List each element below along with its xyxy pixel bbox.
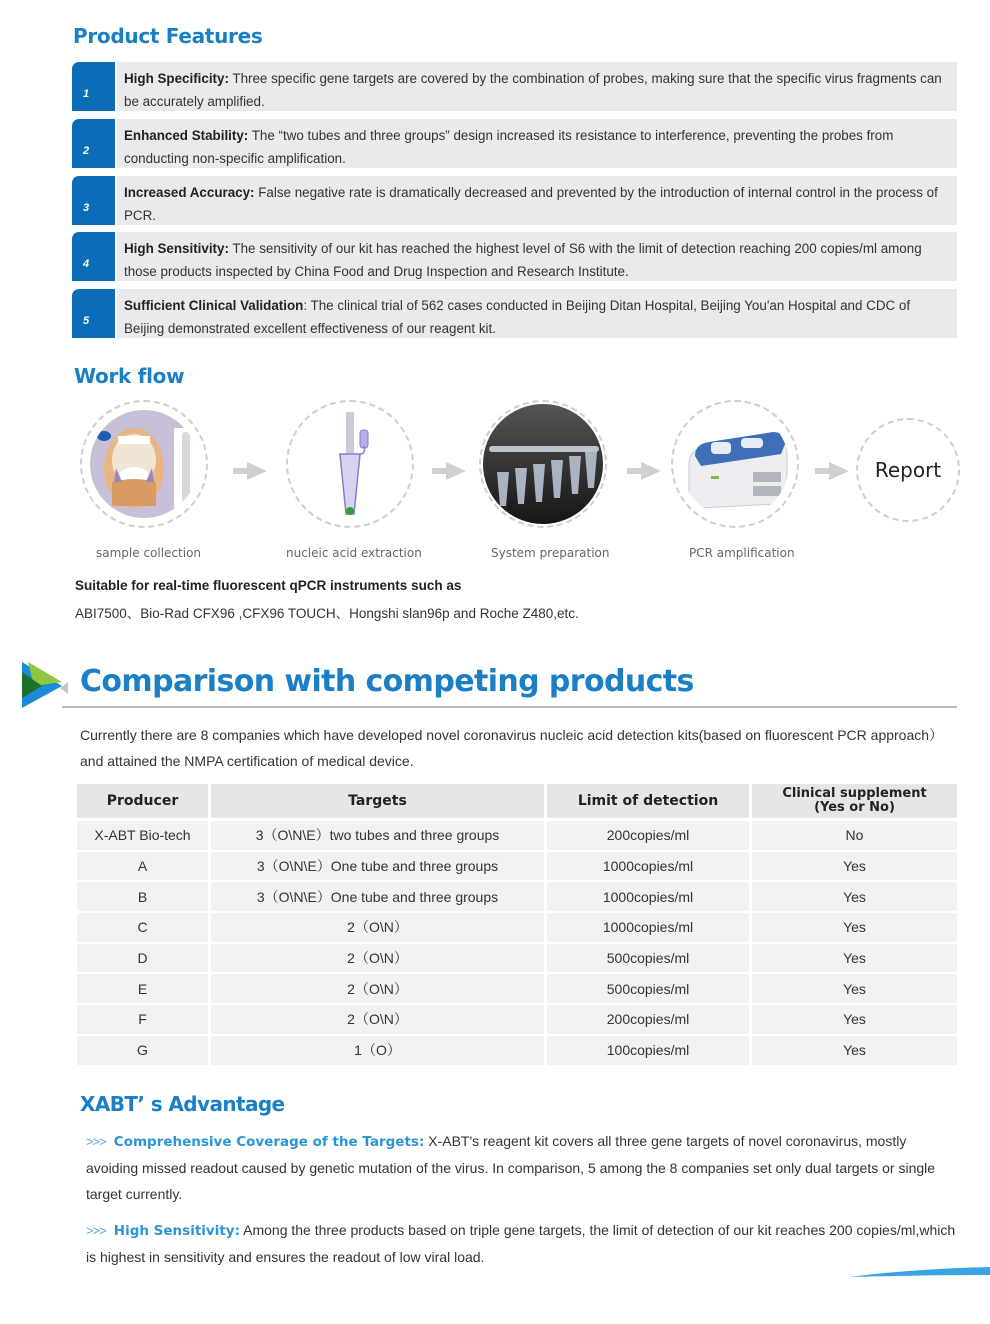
- advantage-lead: High Sensitivity:: [113, 1223, 240, 1239]
- table-row: [77, 821, 957, 852]
- cell-clinical: Yes: [752, 944, 957, 975]
- pipette-tube-icon: [296, 410, 404, 518]
- feature-number-badge: 5: [72, 289, 115, 338]
- cell-limit: 1000copies/ml: [547, 882, 752, 913]
- advantage-lead: Comprehensive Coverage of the Targets:: [113, 1134, 425, 1150]
- advantage-title: XABT’ s Advantage: [80, 1092, 285, 1116]
- cell-targets: 2（O\N）: [211, 974, 547, 1005]
- cell-limit: 500copies/ml: [547, 944, 752, 975]
- feature-item: [72, 119, 957, 168]
- decorative-swoosh: [850, 1266, 990, 1278]
- table-row: [77, 944, 957, 975]
- cell-producer: A: [77, 852, 211, 883]
- cell-producer: D: [77, 944, 211, 975]
- cell-targets: 1（O）: [211, 1036, 547, 1067]
- feature-text: [117, 119, 957, 168]
- feature-text: [117, 232, 957, 281]
- header-clinical-supplement: [752, 784, 957, 821]
- cell-limit: 1000copies/ml: [547, 852, 752, 883]
- feature-text: [117, 289, 957, 338]
- divider: [62, 706, 957, 708]
- feature-lead: Increased Accuracy:: [124, 185, 255, 200]
- feature-body: The “two tubes and three groups” design increased its resistance to interference, preventing the probes from conducting non-specific amplification.: [124, 128, 894, 166]
- feature-body: Three specific gene targets are covered by the combination of probes, making sure that the specific virus fragments can be accurately amplified.: [124, 71, 942, 109]
- header-limit-of-detection: Limit of detection: [547, 784, 752, 821]
- workflow-step-system-preparation: [479, 400, 619, 540]
- table-row: [77, 974, 957, 1005]
- cell-targets: 3（O\N\E）two tubes and three groups: [211, 821, 547, 852]
- feature-number-badge: 2: [72, 119, 115, 168]
- cell-clinical: Yes: [752, 913, 957, 944]
- cell-targets: 2（O\N）: [211, 944, 547, 975]
- comparison-title: Comparison with competing products: [80, 664, 694, 699]
- advantage-item: [86, 1217, 956, 1270]
- table-header-row: [77, 784, 957, 821]
- play-triangle-logo-icon: [20, 660, 70, 710]
- arrow-right-icon: [432, 462, 466, 480]
- product-features-title: Product Features: [73, 24, 263, 48]
- step-label: System preparation: [491, 546, 610, 560]
- cell-limit: 200copies/ml: [547, 821, 752, 852]
- feature-text: [117, 62, 957, 111]
- cell-targets: 3（O\N\E）One tube and three groups: [211, 882, 547, 913]
- workflow-step-report: [856, 418, 960, 522]
- table-row: [77, 882, 957, 913]
- cell-clinical: Yes: [752, 852, 957, 883]
- workflow-step-sample-collection: [80, 400, 220, 540]
- feature-body: : The clinical trial of 562 cases conducted in Beijing Ditan Hospital, Beijing You'an Hospital and CDC of Beijing demonstrated excellent effectiveness of our reagent kit.: [124, 298, 911, 336]
- cell-producer: C: [77, 913, 211, 944]
- header-producer: Producer: [77, 784, 211, 821]
- table-row: [77, 852, 957, 883]
- cell-producer: G: [77, 1036, 211, 1067]
- cell-limit: 100copies/ml: [547, 1036, 752, 1067]
- feature-text: [117, 176, 957, 225]
- comparison-table: [77, 784, 957, 1067]
- cell-limit: 200copies/ml: [547, 1005, 752, 1036]
- table-row: [77, 1005, 957, 1036]
- cell-producer: F: [77, 1005, 211, 1036]
- feature-body: False negative rate is dramatically decreased and prevented by the introduction of internal control in the process of PCR.: [124, 185, 938, 223]
- cell-producer: E: [77, 974, 211, 1005]
- cell-producer: X-ABT Bio-tech: [77, 821, 211, 852]
- table-row: [77, 1036, 957, 1067]
- feature-number-badge: 3: [72, 176, 115, 225]
- feature-lead: High Specificity:: [124, 71, 229, 86]
- advantage-item: [86, 1128, 956, 1207]
- cell-clinical: Yes: [752, 1005, 957, 1036]
- triple-chevron-icon: >>>: [86, 1134, 106, 1149]
- feature-item: [72, 289, 957, 338]
- table-row: [77, 913, 957, 944]
- arrow-right-icon: [627, 462, 661, 480]
- step-label: PCR amplification: [689, 546, 795, 560]
- cell-clinical: No: [752, 821, 957, 852]
- feature-lead: High Sensitivity:: [124, 241, 229, 256]
- cell-targets: 2（O\N）: [211, 913, 547, 944]
- feature-number-badge: 4: [72, 232, 115, 281]
- cell-producer: B: [77, 882, 211, 913]
- feature-lead: Sufficient Clinical Validation: [124, 298, 304, 313]
- cell-targets: 3（O\N\E）One tube and three groups: [211, 852, 547, 883]
- arrow-right-icon: [233, 462, 267, 480]
- feature-body: The sensitivity of our kit has reached the highest level of S6 with the limit of detection reaching 200 copies/ml among those products inspected by China Food and Drug Inspection and Research Institute.: [124, 241, 922, 279]
- suitable-instruments-title: Suitable for real-time fluorescent qPCR instruments such as: [75, 578, 462, 593]
- header-line: (Yes or No): [814, 800, 895, 815]
- advantage-body: X-ABT's reagent kit covers all three gene targets of novel coronavirus, mostly avoiding missed readout caused by genetic mutation of the virus. In comparison, 5 among the 8 companies set only dual targets or single target currently.: [86, 1133, 936, 1202]
- step-label: nucleic acid extraction: [286, 546, 422, 560]
- step-label: sample collection: [96, 546, 202, 560]
- workflow-step-nucleic-acid-extraction: [286, 400, 426, 540]
- report-label: Report: [874, 458, 942, 482]
- cell-limit: 500copies/ml: [547, 974, 752, 1005]
- feature-lead: Enhanced Stability:: [124, 128, 249, 143]
- suitable-instruments-list: ABI7500、Bio-Rad CFX96 ,CFX96 TOUCH、Hongshi slan96p and Roche Z480,etc.: [75, 606, 579, 621]
- throat-swab-icon: [90, 410, 198, 518]
- header-line: Clinical supplement: [782, 786, 927, 801]
- feature-number-badge: 1: [72, 62, 115, 111]
- advantage-body: Among the three products based on triple gene targets, the limit of detection of our kit reaches 200 copies/ml,which is highest in sensitivity and ensures the readout of low viral load.: [86, 1222, 956, 1265]
- comparison-intro: Currently there are 8 companies which have developed novel coronavirus nucleic acid detection kits(based on fluorescent PCR approach）and attained the NMPA certification of medical device.: [80, 727, 944, 769]
- workflow-title: Work flow: [74, 364, 185, 388]
- triple-chevron-icon: >>>: [86, 1223, 106, 1238]
- feature-item: [72, 62, 957, 111]
- pcr-machine-icon: [681, 410, 789, 518]
- arrow-right-icon: [815, 462, 849, 480]
- cell-clinical: Yes: [752, 1036, 957, 1067]
- cell-clinical: Yes: [752, 974, 957, 1005]
- pcr-tubes-icon: [483, 404, 603, 524]
- cell-targets: 2（O\N）: [211, 1005, 547, 1036]
- workflow-step-pcr-amplification: [671, 400, 811, 540]
- feature-item: [72, 232, 957, 281]
- header-targets: Targets: [211, 784, 547, 821]
- cell-limit: 1000copies/ml: [547, 913, 752, 944]
- cell-clinical: Yes: [752, 882, 957, 913]
- feature-item: [72, 176, 957, 225]
